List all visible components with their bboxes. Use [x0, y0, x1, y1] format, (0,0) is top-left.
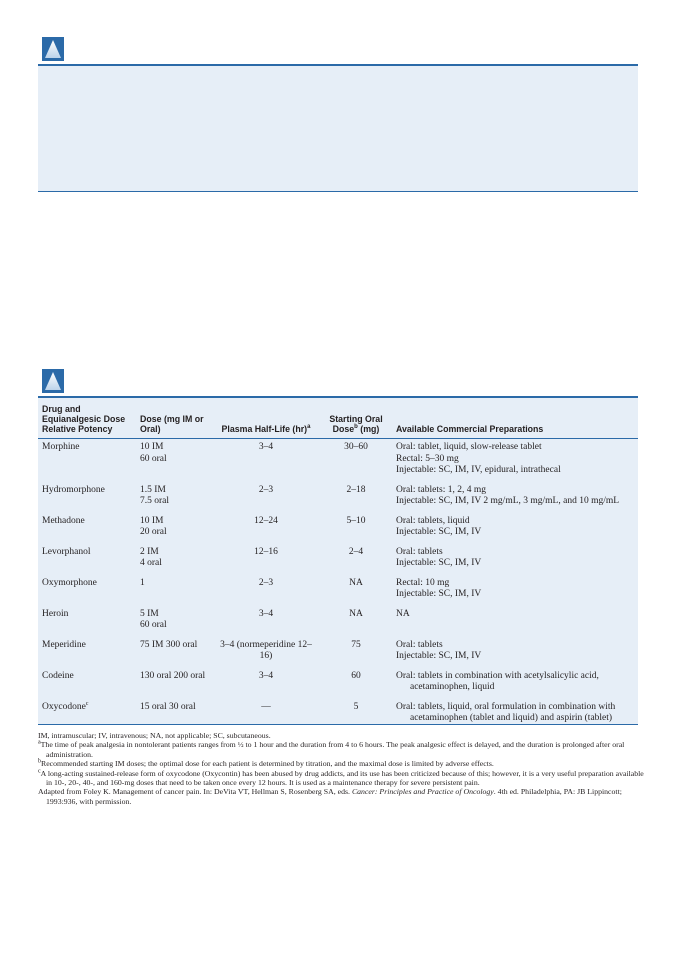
cell-half-life: 12–16 [254, 546, 278, 557]
cell-half-life: 12–24 [254, 515, 278, 526]
table-row [38, 513, 638, 544]
cell-preparations: Oral: tablets, liquid Injectable: SC, IM, IV [396, 515, 482, 537]
cell-starting-dose: NA [349, 577, 363, 588]
cell-starting-dose: 5 [353, 701, 359, 712]
cell-dose: 10 IM 20 oral [140, 515, 167, 537]
cell-half-life: 3–4 [258, 608, 274, 619]
cell-drug: Morphine [42, 442, 80, 452]
cell-preparations: Oral: tablets Injectable: SC, IM, IV [396, 639, 482, 661]
box1-bottom-rule [38, 191, 638, 192]
cell-dose: 1.5 IM 7.5 oral [140, 484, 170, 506]
cell-half-life: 2–3 [258, 484, 274, 495]
table-row [38, 575, 638, 606]
header-half-life: Plasma Half-Life (hr)$^a$ [212, 398, 320, 439]
header-starting-dose: Starting Oral Dose$^b$ (mg) [320, 398, 392, 439]
pyramid-icon [42, 369, 64, 393]
cell-drug: Heroin [42, 608, 69, 619]
footnote-c: $^c$A long-acting sustained-release form of oxycodone (Oxycontin) has been abused by drug addicts, and its use has been criticized because of this; however, it is a very useful preparation available in 10-, 20-, 40-, and 160-mg doses that need to be taken once every 12 hours. It is used as a maintenance therapy for severe persistent pain. [38, 768, 644, 788]
cell-drug: Oxycodone$^c$ [42, 700, 89, 712]
pyramid-icon [42, 37, 64, 61]
cell-drug: Methadone [42, 515, 85, 526]
cell-half-life: 3–4 [258, 670, 274, 681]
cell-half-life: 3–4 (normeperidine 12–16) [220, 639, 312, 661]
table-row [38, 606, 638, 637]
cell-dose: 130 oral 200 oral [140, 670, 206, 681]
box1-panel [38, 66, 638, 191]
cell-preparations: Oral: tablets, liquid, oral formulation in combination with acetaminophen (tablet and liquid) and aspirin (tablet) [396, 701, 616, 723]
cell-drug: Codeine [42, 670, 74, 681]
cell-preparations: NA [396, 608, 410, 619]
footnote-source: Adapted from Foley K. Management of cancer pain. In: DeVita VT, Hellman S, Rosenberg SA, eds. Cancer: Principles and Practice of Oncology. 4th ed. Philadelphia, PA: JB Lippincott; 1993:936, with permission. [38, 787, 622, 806]
cell-drug: Oxymorphone [42, 577, 97, 588]
cell-half-life: — [261, 701, 271, 712]
cell-starting-dose: NA [349, 608, 363, 619]
table-footnotes [38, 731, 644, 806]
header-dose: Dose (mg IM or Oral) [136, 398, 212, 439]
cell-preparations: Oral: tablets in combination with acetylsalicylic acid, acetaminophen, liquid [396, 670, 599, 692]
footnote-b: $^b$Recommended starting IM doses; the optimal dose for each patient is determined by titration, and the maximal dose is limited by adverse effects. [38, 758, 494, 769]
cell-dose: 15 oral 30 oral [140, 701, 196, 712]
opioid-table [38, 398, 638, 730]
cell-starting-dose: 2–18 [346, 484, 366, 495]
cell-starting-dose: 2–4 [348, 546, 364, 557]
cell-preparations: Oral: tablets: 1, 2, 4 mg Injectable: SC, IM, IV 2 mg/mL, 3 mg/mL, and 10 mg/mL [396, 484, 620, 506]
footnote-a: $^a$The time of peak analgesia in nontolerant patients ranges from ½ to 1 hour and the duration from 4 to 6 hours. The peak analgesic effect is delayed, and the duration is prolonged after oral administration. [38, 739, 625, 759]
table-row [38, 668, 638, 699]
table-header-row [38, 398, 638, 439]
box-icon [42, 37, 64, 61]
cell-half-life: 3–4 [258, 442, 274, 452]
cell-preparations: Oral: tablet, liquid, slow-release tablet Rectal: 5–30 mg Injectable: SC, IM, IV, epidural, intrathecal [396, 442, 561, 475]
cell-preparations: Rectal: 10 mg Injectable: SC, IM, IV [396, 577, 482, 599]
header-preparations: Available Commercial Preparations [392, 398, 638, 439]
table-bottom-rule [38, 724, 638, 725]
cell-dose: 2 IM 4 oral [140, 546, 162, 568]
cell-dose: 1 [140, 577, 145, 588]
cell-drug: Meperidine [42, 639, 86, 650]
cell-dose: 5 IM 60 oral [140, 608, 167, 630]
cell-drug: Levorphanol [42, 546, 91, 557]
cell-drug: Hydromorphone [42, 484, 105, 495]
table-icon [42, 369, 64, 393]
table-row [38, 482, 638, 513]
table-row [38, 439, 638, 482]
cell-dose: 10 IM 60 oral [140, 442, 167, 464]
cell-starting-dose: 5–10 [346, 515, 366, 526]
cell-preparations: Oral: tablets Injectable: SC, IM, IV [396, 546, 482, 568]
cell-starting-dose: 75 [351, 639, 361, 650]
cell-half-life: 2–3 [258, 577, 274, 588]
footnote-abbreviations: IM, intramuscular; IV, intravenous; NA, not applicable; SC, subcutaneous. [38, 731, 271, 740]
cell-starting-dose: 60 [351, 670, 361, 681]
cell-dose: 75 IM 300 oral [140, 639, 198, 650]
table-row [38, 544, 638, 575]
table-row [38, 637, 638, 668]
cell-starting-dose: 30–60 [344, 442, 368, 452]
header-drug: Drug and Equianalgesic Dose Relative Potency [38, 398, 136, 439]
